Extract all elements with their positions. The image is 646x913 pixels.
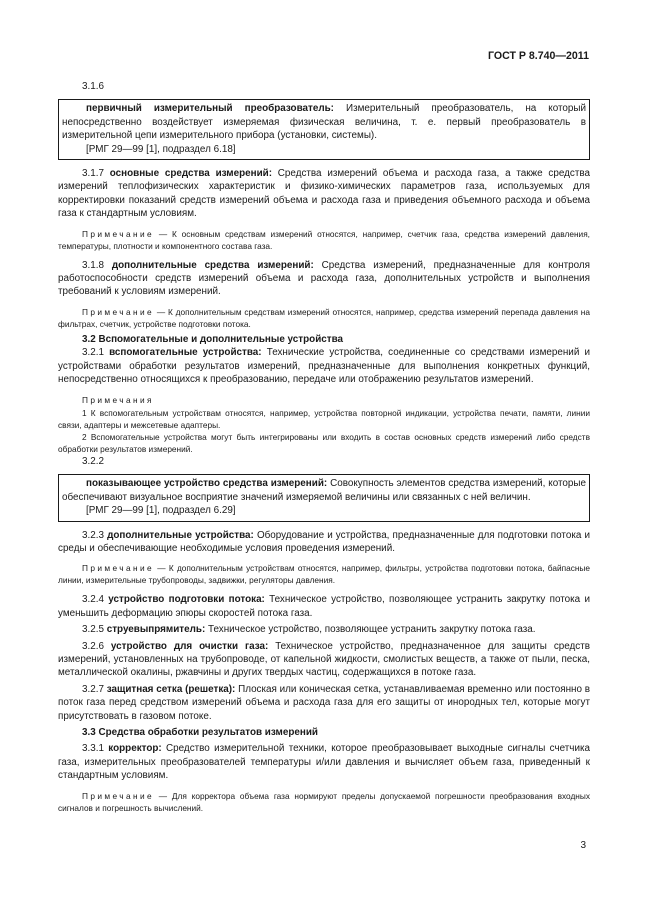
definition: Техническое устройство, позволяющее устранить закрутку потока газа.: [205, 624, 536, 636]
term: устройство подготовки потока:: [108, 594, 265, 606]
clause-number: 3.1.8: [82, 259, 112, 271]
definition: Совокупность элементов средства измерений, которые обеспечивают визуальное восприятие значений измеряемой величины или связанных с ней величин.: [62, 478, 586, 503]
clause-number: 3.1.6: [82, 81, 104, 92]
term: основные средства измерений:: [109, 168, 273, 180]
clause-number: 3.2.3: [82, 529, 108, 541]
section-title: 3.3 Средства обработки результатов измерений: [82, 727, 318, 738]
clause-3-2-4: [58, 593, 590, 620]
term: показывающее устройство средства измерений:: [86, 478, 328, 490]
clause-3-2-6: [58, 640, 590, 680]
clause-number: 3.2.1: [82, 347, 110, 359]
note-label: Примечание: [82, 228, 155, 239]
clause-number: 3.2.7: [82, 683, 107, 695]
clause-3-2-1: [58, 346, 590, 386]
clause-number: 3.2.6: [82, 640, 111, 652]
page-number: 3: [580, 839, 586, 851]
definition: Средства измерений объема и расхода газа, а также средства измерений теплофизических характеристик и физико-химических параметров газа, используемых для корректировки показаний средств измерений объема и расхода газа и приведения объемного расхода и объема газа к стандартным условиям.: [58, 168, 590, 220]
term: вспомогательные устройства:: [109, 347, 262, 359]
term: дополнительные устройства:: [107, 529, 254, 541]
note-text: — К дополнительным средствам измерений относятся, например, средства измерений перепада давления на фильтрах, счетчик, устройстве подготовки потока.: [58, 306, 590, 329]
definition: Плоская или коническая сетка, устанавливаемая временно или постоянно в поток газа перед средством измерений объема и расхода газа для его защиты от инородных тел, которые могут присутствовать в газовом потоке.: [58, 683, 590, 722]
definition: Технические устройства, соединенные со средствами измерений и устройствами обработки результатов измерений, предназначенные для выполнения конкретных функций, непосредственно относящихся к преобразованию, передаче или отображению результатов измерений.: [58, 347, 590, 386]
clause-3-1-7: [58, 167, 590, 221]
source-reference: [РМГ 29—99 [1], подраздел 6.18]: [86, 143, 236, 155]
term: корректор:: [108, 743, 162, 755]
definition: Техническое устройство, предназначенное для защиты средств измерений, установленных на трубопроводе, от капельной жидкости, смолистых веществ, а также от пыли, песка, металлической окалины, ржавчины и других твердых частиц, содержащихся в потоке газа.: [58, 640, 590, 679]
note: [58, 228, 590, 252]
section-title: 3.2 Вспомогательные и дополнительные устройства: [82, 333, 344, 345]
note-2: 2 Вспомогательные устройства могут быть интегрированы или входить в состав основных средств измерений либо средств обработки результатов измерений.: [58, 431, 590, 454]
note-label: Примечание: [82, 306, 155, 317]
note: [58, 562, 590, 586]
definition: Оборудование и устройства, предназначенные для подготовки потока и среды и обеспечивающие необходимые условия проведения измерений.: [58, 529, 590, 554]
note-1: 1 К вспомогательным устройствам относятся, например, устройства повторной индикации, устройства печати, памяти, линии связи, адаптеры и межсетевые адаптеры.: [58, 407, 590, 430]
definition: Техническое устройство, позволяющее устранить закрутку потока и уменьшить деформацию эпюры скоростей потока газа.: [58, 594, 590, 619]
note-label: Примечание: [82, 790, 155, 801]
clause-3-1-8: [58, 259, 590, 299]
definition: Средства измерений, предназначенные для контроля работоспособности средств измерений объема и расхода газа, дополнительных устройств и выполнения требований к условиям измерений.: [58, 259, 590, 298]
clause-number: 3.3.1: [82, 743, 109, 755]
clause-3-3-1: [58, 742, 590, 782]
source-reference: [РМГ 29—99 [1], подраздел 6.29]: [86, 505, 236, 517]
standard-header: ГОСТ Р 8.740—2011: [487, 50, 589, 62]
notes-label: Примечания: [82, 394, 154, 405]
term: дополнительные средства измерений:: [111, 259, 314, 271]
note-text: — К дополнительным устройствам относятся, например, фильтры, устройства подготовки потока, байпасные линии, измерительные трубопроводы, задвижки, регуляторы давления.: [58, 563, 590, 586]
clause-3-2-5: [58, 623, 590, 636]
note: [58, 306, 590, 330]
clause-3-2-7: [58, 683, 590, 723]
term: устройство для очистки газа:: [110, 640, 269, 652]
definition-text: [62, 102, 586, 142]
clause-number: 3.1.7: [82, 168, 110, 180]
definition-box: [58, 99, 590, 160]
term: струевыпрямитель:: [106, 624, 206, 636]
definition-text: [62, 477, 586, 504]
note-label: Примечание: [82, 563, 155, 574]
clause-number: 3.2.4: [82, 594, 109, 606]
clause-3-2-3: [58, 529, 590, 556]
clause-number: 3.2.5: [82, 624, 107, 636]
note-text: — К основным средствам измерений относятся, например, счетчик газа, средства измерений давления, температуры, плотности и компонентного состава газа.: [58, 228, 590, 251]
clause-number: 3.2.2: [82, 455, 104, 467]
definition-box: [58, 474, 590, 521]
definition: Средство измерительной техники, которое преобразовывает выходные сигналы счетчика газа, измерительных преобразователей температуры и/или давления и вычисляет объем газа, приведенный к стандартным условиям.: [58, 743, 590, 782]
note: [58, 790, 590, 814]
definition: Измерительный преобразователь, на который непосредственно воздействует измеряемая физическая величина, т. е. первый преобразователь в измерительной цепи измерительного прибора (установки, системы).: [62, 103, 586, 142]
term: первичный измерительный преобразователь:: [86, 103, 334, 115]
term: защитная сетка (решетка):: [106, 683, 236, 695]
document-body: [58, 80, 590, 814]
note-text: — Для корректора объема газа нормируют пределы допускаемой погрешности преобразования входных сигналов и погрешность вычислений.: [58, 790, 590, 813]
